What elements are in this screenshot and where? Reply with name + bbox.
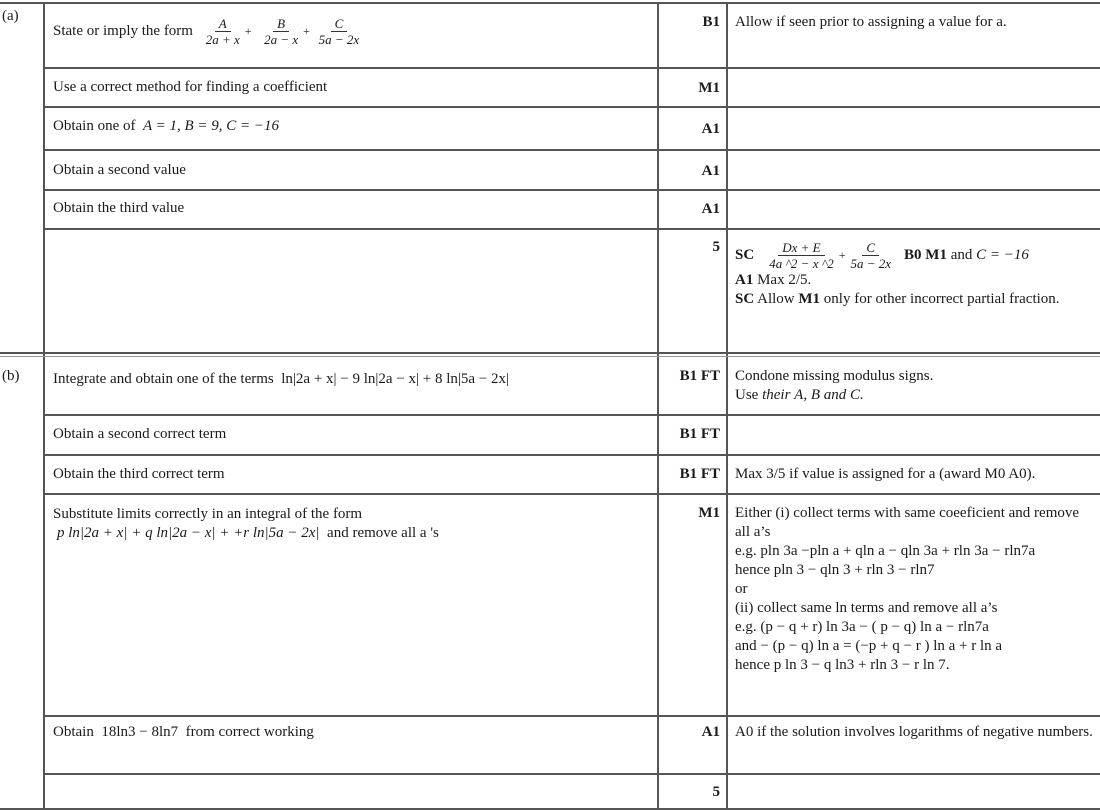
answer-row-b5: Obtain 18ln3 − 8ln7 from correct working xyxy=(53,724,314,740)
row-divider xyxy=(44,149,1100,151)
mark-a1: A1 xyxy=(701,121,720,137)
integral-terms: ln|2a + x| − 9 ln|2a − x| + 8 ln|5a − 2x| xyxy=(281,371,510,387)
row-divider xyxy=(44,67,1100,69)
final-answer: 18ln3 − 8ln7 xyxy=(101,724,179,740)
answer-row-a3: Obtain one of A = 1, B = 9, C = −16 xyxy=(53,118,280,134)
row-divider xyxy=(44,189,1100,191)
section-divider xyxy=(0,352,1100,354)
mark-m1: M1 xyxy=(698,505,720,521)
section-divider-double xyxy=(0,356,1100,357)
mark-a1: A1 xyxy=(701,724,720,740)
partial-fraction-form: $\frac{A}{2a + x}$ + $\frac{B}{2a - x}$ + $\frac{C}{5a - 2x}$ xyxy=(201,23,364,39)
mark-b1-ft: B1 FT xyxy=(679,368,720,384)
answer-row-a1 xyxy=(53,16,653,47)
mark-b1-ft: B1 FT xyxy=(679,426,720,442)
guidance-special-case: SC $\frac{Dx + E}{4a \^{}2 - x \^{}2}$ + $\frac{C}{5a - 2x}$ B0 M1 and C = −16 A1 Max 2/5. SC Allow M1 only for other incorrect partial fraction. xyxy=(735,240,1060,307)
total-mark-a: 5 xyxy=(712,239,720,255)
column-divider-question xyxy=(43,2,45,810)
guidance-a1: Allow if seen prior to assigning a value for a. xyxy=(735,14,1007,30)
fraction-b: $\frac{B}{2a - x}$ xyxy=(264,16,299,47)
answer-text: State or imply the form xyxy=(53,22,193,39)
mark-b1-ft: B1 FT xyxy=(679,466,720,482)
row-divider xyxy=(44,454,1100,456)
fraction-dx-e: $\frac{Dx + E}{4a \^{}2 - x \^{}2}$ xyxy=(769,240,834,271)
answer-row-a2: Use a correct method for finding a coefficient xyxy=(53,79,328,95)
fraction-c: $\frac{C}{5a - 2x}$ xyxy=(318,16,360,47)
row-divider xyxy=(44,773,1100,775)
row-divider xyxy=(44,715,1100,717)
column-divider-marks xyxy=(657,2,659,810)
guidance-b3: Max 3/5 if value is assigned for a (award M0 A0). xyxy=(735,466,1036,482)
guidance-b4: Either (i) collect terms with same coeeficient and remove all a’s e.g. pln 3a −pln a + qln a − qln 3a + rln 3a − rln7a hence pln 3 − qln 3 + rln 3 − rln7 or (ii) collect same ln terms and remove all a’s e.g. (p − q + r) ln 3a − ( p − q) ln a − rln7a and − (p − q) ln a = (−p + q − r ) ln a + r ln a hence p ln 3 − q ln3 + rln 3 − r ln 7. xyxy=(735,505,1080,673)
row-divider xyxy=(44,228,1100,230)
row-divider xyxy=(44,493,1100,495)
answer-row-a5: Obtain the third value xyxy=(53,200,185,216)
total-mark-b: 5 xyxy=(712,784,720,800)
mark-m1: M1 xyxy=(698,80,720,96)
fraction-c-sc: $\frac{C}{5a - 2x}$ xyxy=(850,240,892,271)
column-divider-guidance xyxy=(726,2,728,810)
mark-a1: A1 xyxy=(701,163,720,179)
question-label-b: (b) xyxy=(2,368,20,384)
answer-row-b3: Obtain the third correct term xyxy=(53,466,225,482)
row-divider xyxy=(44,414,1100,416)
coefficient-values: A = 1, B = 9, C = −16 xyxy=(142,118,280,134)
answer-row-b2: Obtain a second correct term xyxy=(53,426,227,442)
table-border-top xyxy=(0,2,1100,4)
answer-row-b4: Substitute limits correctly in an integral of the form p ln|2a + x| + q ln|2a − x| + +r ln|5a − 2x| and remove all a 's xyxy=(53,506,439,541)
mark-b1: B1 xyxy=(702,14,720,30)
question-label-a: (a) xyxy=(2,8,19,24)
guidance-b1: Condone missing modulus signs. Use their A, B and C. xyxy=(735,368,934,403)
mark-a1: A1 xyxy=(701,201,720,217)
row-divider xyxy=(44,106,1100,108)
general-integral-form: p ln|2a + x| + q ln|2a − x| + +r ln|5a − 2x| xyxy=(57,525,320,541)
answer-row-b1: Integrate and obtain one of the terms ln|2a + x| − 9 ln|2a − x| + 8 ln|5a − 2x| xyxy=(53,371,510,387)
guidance-b5: A0 if the solution involves logarithms of negative numbers. xyxy=(735,724,1093,740)
fraction-a: $\frac{A}{2a + x}$ xyxy=(205,16,240,47)
answer-row-a4: Obtain a second value xyxy=(53,162,186,178)
